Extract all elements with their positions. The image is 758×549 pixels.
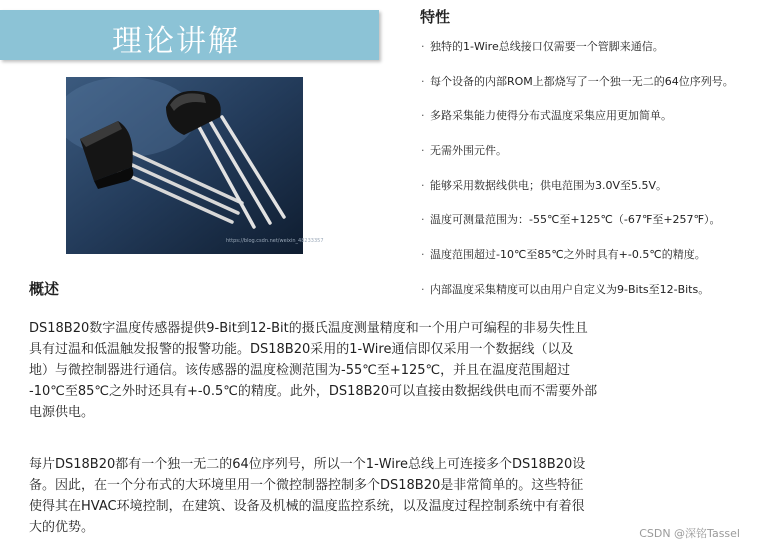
feature-text: 每个设备的内部ROM上都烧写了一个独一无二的64位序列号。 <box>430 74 734 88</box>
feature-text: 温度可测量范围为：-55℃至+125℃（-67℉至+257℉）。 <box>430 213 721 227</box>
overview-paragraph-1 <box>29 318 597 423</box>
paragraph-line: 地）与微控制器进行通信。该传感器的温度检测范围为-55℃至+125℃，并且在温度范围超过 <box>29 363 571 378</box>
feature-item <box>421 283 734 318</box>
feature-item <box>421 109 734 144</box>
feature-item <box>421 248 734 283</box>
bullet-dot: · <box>421 144 425 158</box>
feature-text: 内部温度采集精度可以由用户自定义为9-Bits至12-Bits。 <box>430 282 710 296</box>
paragraph-line: DS18B20数字温度传感器提供9-Bit到12-Bit的摄氏温度测量精度和一个用户可编程的非易失性且 <box>29 321 588 336</box>
overview-heading: 概述 <box>29 280 60 298</box>
bullet-dot: · <box>421 74 425 88</box>
feature-item <box>421 40 734 75</box>
title-banner-text: 理论讲解 <box>112 24 240 59</box>
features-list <box>421 40 734 318</box>
bullet-dot: · <box>421 248 425 262</box>
feature-text: 多路采集能力使得分布式温度采集应用更加简单。 <box>430 109 672 123</box>
bullet-dot: · <box>421 178 425 192</box>
paragraph-line: 具有过温和低温触发报警的报警功能。DS18B20采用的1-Wire通信即仅采用一个数据线（以及 <box>29 342 574 357</box>
paragraph-line: 电源供电。 <box>29 405 95 420</box>
paragraph-line: -10℃至85℃之外时还具有+-0.5℃的精度。此外，DS18B20可以直接由数据线供电而不需要外部 <box>29 384 598 399</box>
bullet-dot: · <box>421 40 425 53</box>
feature-item <box>421 144 734 179</box>
paragraph-line: 大的优势。 <box>29 520 95 535</box>
paragraph-line: 使得其在HVAC环境控制，在建筑、设备及机械的温度监控系统，以及温度过程控制系统中有着很 <box>29 499 585 514</box>
feature-item <box>421 213 734 248</box>
paragraph-line: 备。因此，在一个分布式的大环境里用一个微控制器控制多个DS18B20是非常简单的。这些特征 <box>29 478 584 493</box>
feature-item <box>421 179 734 214</box>
feature-text: 能够采用数据线供电；供电范围为3.0V至5.5V。 <box>430 178 668 192</box>
photo-credit: https://blog.csdn.net/weixin_48233357 <box>226 238 324 244</box>
feature-text: 温度范围超过-10℃至85℃之外时具有+-0.5℃的精度。 <box>430 248 706 262</box>
bullet-dot: · <box>421 282 425 296</box>
feature-text: 无需外围元件。 <box>430 144 507 158</box>
features-heading: 特性 <box>420 8 451 26</box>
paragraph-line: 每片DS18B20都有一个独一无二的64位序列号，所以一个1-Wire总线上可连接多个DS18B20设 <box>29 457 586 472</box>
bullet-dot: · <box>421 213 425 227</box>
watermark: CSDN @深铭Tassel <box>639 527 740 540</box>
feature-text: 独特的1-Wire总线接口仅需要一个管脚来通信。 <box>430 40 664 53</box>
overview-paragraph-2 <box>29 454 585 538</box>
bullet-dot: · <box>421 109 425 123</box>
feature-item <box>421 75 734 110</box>
sensor-photo <box>66 77 303 254</box>
title-banner <box>0 10 379 60</box>
